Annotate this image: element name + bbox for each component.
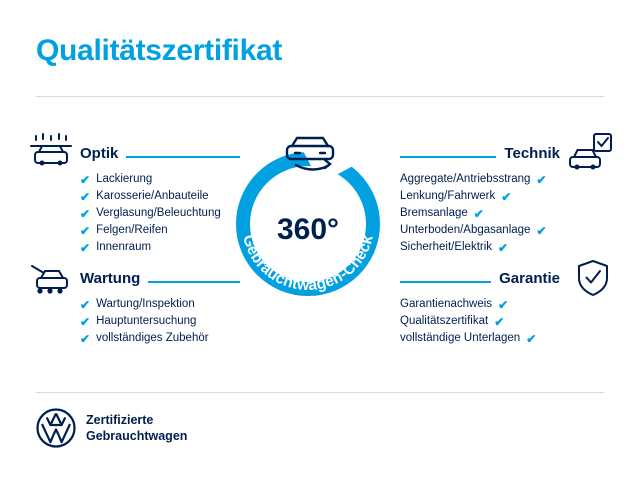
section-technik [400,146,560,272]
list-item [80,313,240,330]
list-item [80,330,240,347]
list-item-label: vollständige Unterlagen [400,332,521,344]
section-wartung-list [80,296,240,347]
list-item-label: Garantienachweis [400,298,493,310]
list-item [400,171,560,188]
section-technik-title: Technik [504,145,560,162]
section-technik-list [400,171,560,256]
title-divider [36,96,604,97]
footer-text [86,412,187,444]
section-technik-rule [400,156,496,158]
list-item-label: Innenraum [96,241,152,253]
list-item [80,239,240,256]
list-item-label: vollständiges Zubehör [96,332,209,344]
list-item-label: Felgen/Reifen [96,224,168,236]
list-item [80,188,240,205]
list-item-label: Aggregate/Antriebsstrang [400,173,531,185]
check-icon: ✔ [80,297,91,312]
car-checklist-icon [568,132,614,177]
gebrauchtwagen-check-badge [228,120,412,304]
check-icon: ✔ [80,206,91,221]
list-item [400,188,560,205]
section-garantie-header [400,271,560,286]
check-icon: ✔ [80,223,91,238]
section-optik [80,146,240,272]
list-item-label: Bremsanlage [400,207,468,219]
section-wartung-rule [148,281,240,283]
check-icon: ✔ [494,314,505,329]
footer-divider [36,392,604,393]
check-icon: ✔ [80,189,91,204]
list-item-label: Unterboden/Abgasanlage [400,224,531,236]
check-icon: ✔ [80,172,91,187]
list-item [80,205,240,222]
check-icon: ✔ [536,223,547,238]
check-icon: ✔ [80,314,91,329]
badge-number: 360° [276,213,340,246]
car-lift-icon [28,258,74,303]
list-item-label: Lackierung [96,173,153,185]
check-icon: ✔ [501,189,512,204]
list-item-label: Verglasung/Beleuchtung [96,207,221,219]
shield-check-icon [576,258,610,303]
page-title: Qualitätszertifikat [36,34,283,67]
footer-line-1: Zertifizierte [86,413,154,427]
car-360-icon [278,128,342,176]
section-optik-list [80,171,240,256]
list-item [400,330,560,347]
check-icon: ✔ [80,240,91,255]
list-item-label: Lenkung/Fahrwerk [400,190,496,202]
section-optik-header [80,146,240,161]
section-optik-rule [126,156,240,158]
svg-text:Gebrauchtwagen-Check: Gebrauchtwagen-Check [239,233,377,295]
section-optik-title: Optik [80,145,119,162]
section-wartung-header [80,271,240,286]
list-item [80,222,240,239]
list-item [400,313,560,330]
section-garantie [400,271,560,363]
section-wartung-title: Wartung [80,270,141,287]
section-garantie-title: Garantie [499,270,560,287]
list-item-label: Wartung/Inspektion [96,298,195,310]
volkswagen-logo [36,408,76,448]
check-icon: ✔ [473,206,484,221]
list-item [80,171,240,188]
car-wash-icon [28,132,74,177]
check-icon: ✔ [536,172,547,187]
section-technik-header [400,146,560,161]
footer-line-2: Gebrauchtwagen [86,429,188,443]
list-item [400,222,560,239]
list-item-label: Karosserie/Anbauteile [96,190,209,202]
check-icon: ✔ [498,240,509,255]
section-garantie-list [400,296,560,347]
section-wartung [80,271,240,363]
check-icon: ✔ [526,331,537,346]
footer [36,408,187,448]
list-item [80,296,240,313]
check-icon: ✔ [80,331,91,346]
list-item-label: Hauptuntersuchung [96,315,197,327]
list-item-label: Sicherheit/Elektrik [400,241,493,253]
list-item-label: Qualitätszertifikat [400,315,489,327]
check-icon: ✔ [498,297,509,312]
list-item [400,205,560,222]
section-garantie-rule [400,281,491,283]
list-item [400,296,560,313]
list-item [400,239,560,256]
